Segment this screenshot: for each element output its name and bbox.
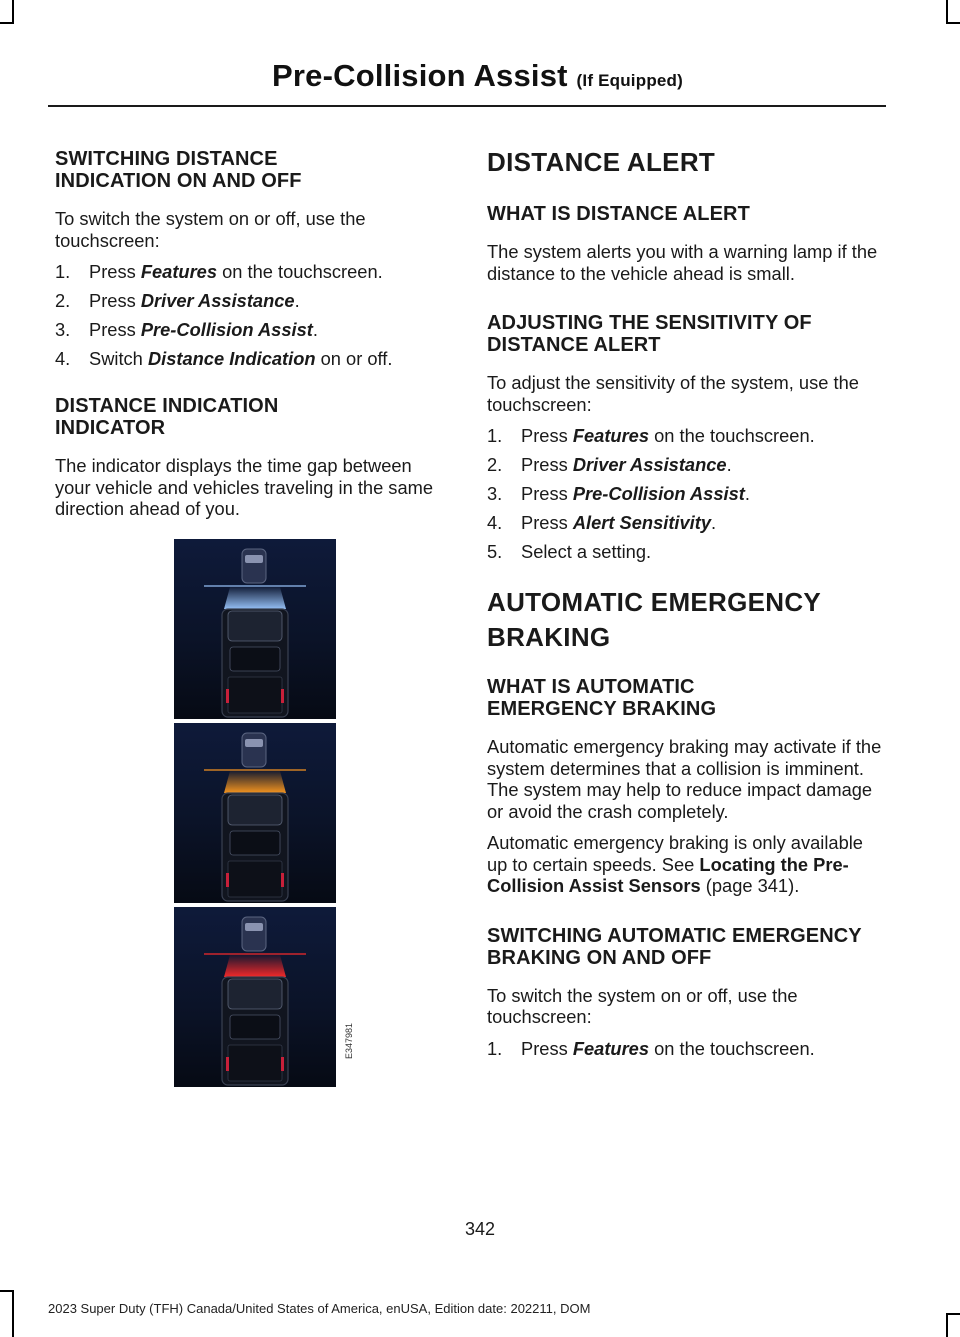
page-header-title [272,58,683,94]
indicator-glow [224,955,286,977]
section-heading: WHAT IS AUTOMATIC EMERGENCY BRAKING [487,676,717,721]
section-heading: SWITCHING AUTOMATIC EMERGENCY BRAKING ON AND OFF [487,924,862,969]
host-truck-bed [228,1045,282,1081]
distance-indicator-figure [174,539,354,1091]
steps-list [55,261,450,370]
header-divider [48,105,886,107]
lead-vehicle-window [245,739,263,747]
section-heading: SWITCHING DISTANCE INDICATION ON AND OFF [55,148,302,192]
lead-vehicle [242,549,266,583]
indicator-panel [174,907,336,1087]
host-truck-cab [230,647,280,671]
paragraph: The system alerts you with a warning lamp if the distance to the vehicle ahead is small. [487,241,878,284]
host-truck-bed [228,677,282,713]
indicator-panel [174,539,336,719]
step-item: 1. Press Features on the touchscreen. [487,425,815,446]
step-item: 4. Switch Distance Indication on or off. [55,348,393,370]
page-number: 342 [464,1219,496,1239]
chapter-heading: BRAKING [487,622,611,653]
step-item: 2. Press Driver Assistance. [55,290,300,312]
crop-mark [0,1290,14,1292]
step-item: 3. Press Pre-Collision Assist. [55,319,318,341]
cross-reference-link[interactable]: Locating the Pre-Collision Assist Sensors [487,853,849,897]
header-subtitle: (If Equipped) [576,71,683,90]
lead-vehicle [242,917,266,951]
crop-mark [12,0,14,24]
paragraph: Automatic emergency braking may activate if the system determines that a collision is imminent. The system may help to reduce impact damage or avoid the crash completely. [487,736,882,822]
right-column [487,148,885,1067]
crop-mark [12,1290,14,1337]
tail-light-right [281,873,284,887]
paragraph: To adjust the sensitivity of the system, use the touchscreen: [487,372,859,415]
section-heading: DISTANCE INDICATION INDICATOR [55,395,279,440]
section-heading: WHAT IS DISTANCE ALERT [487,203,750,225]
lead-vehicle-window [245,555,263,563]
paragraph: To switch the system on or off, use the touchscreen: [55,208,366,251]
indicator-panel [174,723,336,903]
host-truck-hood [228,611,282,641]
step-item: 4. Press Alert Sensitivity. [487,512,717,534]
paragraph: Automatic emergency braking is only available up to certain speeds. See Locating the Pre-Collision Assist Sensors (page 341). [487,832,863,897]
lead-vehicle-window [245,923,263,931]
figure-code: E347981 [344,1022,354,1059]
crop-mark [946,1313,960,1315]
tail-light-right [281,689,284,703]
crop-mark [0,22,14,24]
paragraph: The indicator displays the time gap between your vehicle and vehicles traveling in the same direction ahead of you. [55,455,434,520]
chapter-heading: AUTOMATIC EMERGENCY [487,587,822,618]
tail-light-left [226,1057,229,1071]
indicator-glow [224,771,286,793]
step-item: 5. Select a setting. [487,541,652,563]
crop-mark [946,1313,948,1337]
step-item: 2. Press Driver Assistance. [487,454,732,476]
crop-mark [946,22,960,24]
steps-list [487,1038,885,1060]
left-column [55,148,450,530]
host-truck-cab [230,1015,280,1039]
header-title-text: Pre-Collision Assist [272,58,568,93]
tail-light-right [281,1057,284,1071]
host-truck-bed [228,861,282,897]
host-truck-hood [228,795,282,825]
host-truck-cab [230,831,280,855]
host-truck-hood [228,979,282,1009]
step-item: 1. Press Features on the touchscreen. [487,1037,815,1059]
indicator-glow [224,587,286,609]
steps-list [487,425,885,563]
crop-mark [946,0,948,24]
step-item: 3. Press Pre-Collision Assist. [487,483,750,505]
tail-light-left [226,689,229,703]
section-heading: ADJUSTING THE SENSITIVITY OF DISTANCE ALERT [487,312,812,356]
tail-light-left [226,873,229,887]
page-footer: 2023 Super Duty (TFH) Canada/United States of America, enUSA, Edition date: 202211, DOM [48,1301,591,1316]
paragraph: To switch the system on or off, use the touchscreen: [487,984,798,1028]
chapter-heading: DISTANCE ALERT [487,147,716,177]
step-item: 1. Press Features on the touchscreen. [55,261,383,282]
lead-vehicle [242,733,266,767]
